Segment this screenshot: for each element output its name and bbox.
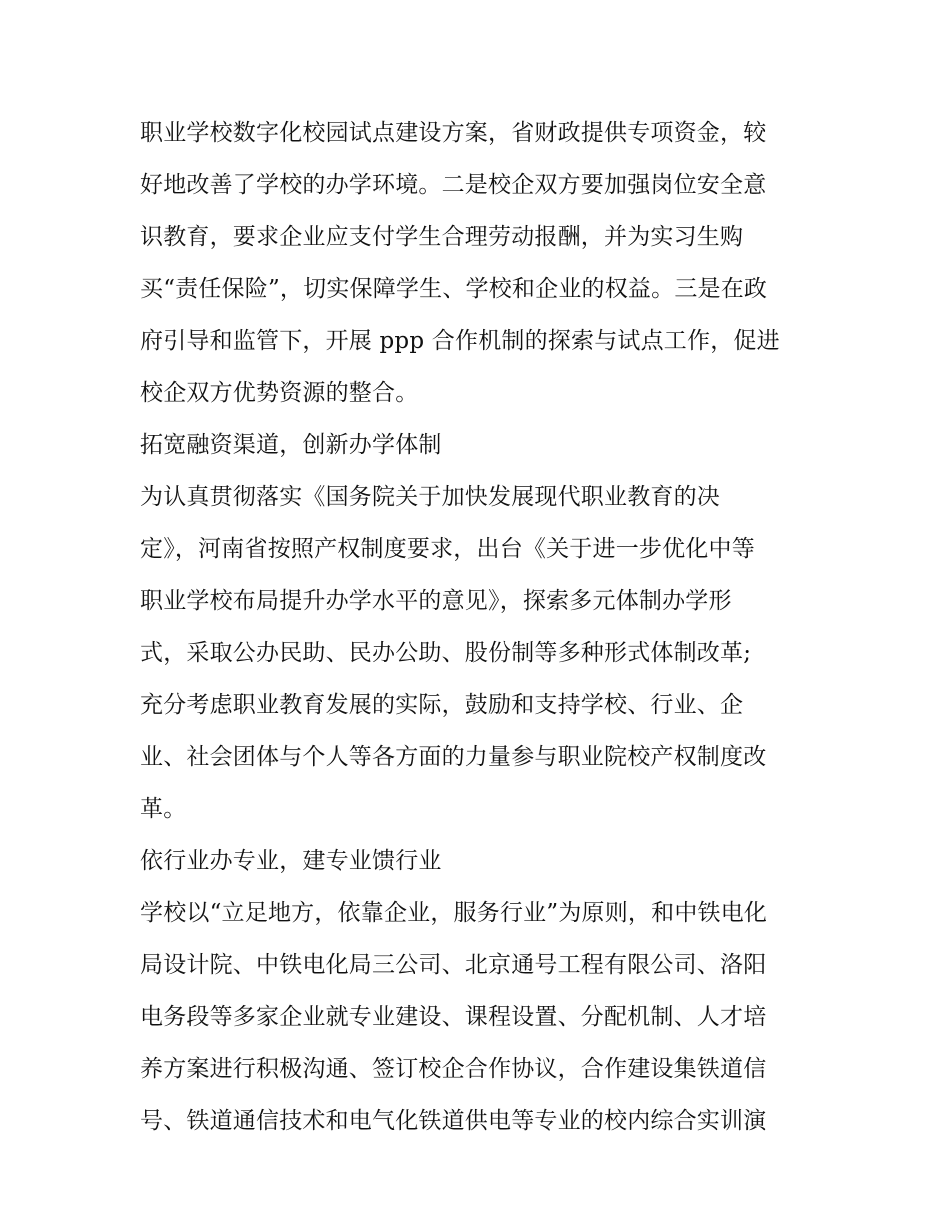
text-line: 学校以“立足地方，依靠企业，服务行业”为原则，和中铁电化	[140, 900, 768, 926]
text-line: 识教育，要求企业应支付学生合理劳动报酬，并为实习生购	[140, 224, 744, 250]
text-line: 买“责任保险”，切实保障学生、学校和企业的权益。三是在政	[140, 276, 768, 302]
text-line: 定》，河南省按照产权制度要求，出台《关于进一步优化中等	[140, 536, 755, 562]
text-line: 为认真贯彻落实《国务院关于加快发展现代职业教育的决	[140, 484, 720, 510]
text-line: 式，采取公办民助、民办公助、股份制等多种形式体制改革;	[140, 640, 752, 666]
text-line: 好地改善了学校的办学环境。二是校企双方要加强岗位安全意	[140, 172, 767, 198]
text-line: 校企双方优势资源的整合。	[140, 380, 419, 406]
text-line: 养方案进行积极沟通、签订校企合作协议，合作建设集铁道信	[140, 1056, 767, 1082]
text-line: 职业学校布局提升办学水平的意见》，探索多元体制办学形	[140, 588, 732, 614]
document-body	[140, 107, 812, 1147]
section-heading: 依行业办专业，建专业馈行业	[140, 848, 442, 874]
text-line: 电务段等多家企业就专业建设、课程设置、分配机制、人才培	[140, 1004, 767, 1030]
text-line: 业、社会团体与个人等各方面的力量参与职业院校产权制度改	[140, 744, 767, 770]
section-heading: 拓宽融资渠道，创新办学体制	[140, 432, 442, 458]
text-line: 革。	[140, 796, 187, 822]
text-line: 号、铁道通信技术和电气化铁道供电等专业的校内综合实训演	[140, 1108, 767, 1134]
text-line: 府引导和监管下，开展 ppp 合作机制的探索与试点工作，促进	[140, 328, 780, 354]
text-line: 职业学校数字化校园试点建设方案，省财政提供专项资金，较	[140, 120, 767, 146]
text-line: 充分考虑职业教育发展的实际，鼓励和支持学校、行业、企	[140, 692, 744, 718]
text-line: 局设计院、中铁电化局三公司、北京通号工程有限公司、洛阳	[140, 952, 767, 978]
